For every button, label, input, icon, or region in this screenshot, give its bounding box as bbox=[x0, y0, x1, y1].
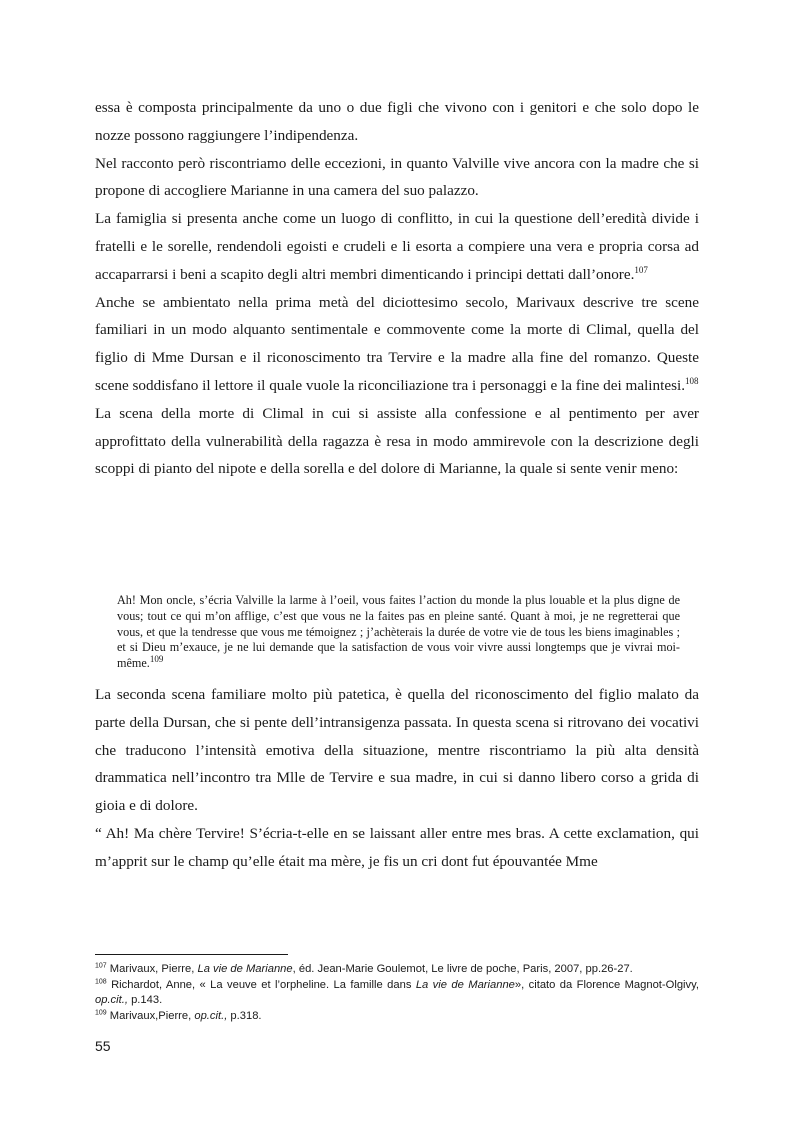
paragraph: Anche se ambientato nella prima metà del diciottesimo secolo, Marivaux descrive tre scene familiari in un modo alquanto sentimentale e commovente come la morte di Climal, quella del figlio di Mme Dursan e il riconoscimento tra Tervire e la madre alla fine del romanzo. Queste scene soddisfano il lettore il quale vuole la riconciliazione tra i personaggi e la fine dei malintesi.$^{108}$ bbox=[95, 293, 699, 394]
paragraph: La scena della morte di Climal in cui si assiste alla confessione e al pentimento per aver approfittato della vulnerabilità della ragazza è resa in modo ammirevole con la descrizione degli scoppi di pianto del nipote e della sorella e del dolore di Marianne, la quale si sente venir meno: bbox=[95, 404, 699, 478]
quote-text: Ah! Mon oncle, s’écria Valville la larme à l’oeil, vous faites l’action du monde la plus louable et la plus digne de vous; tout ce qui m’on afflige, c’est que vous ne la faites pas en pleine santé. Quant à moi, je ne regretterai que vous, et que la tendresse que vous me témoignez ; j’achèterais la durée de votre vie de tous les biens imaginables ; et si Dieu m’exauce, je ne lui demande que la satisfaction de vous voir vivre aussi longtemps que je vivrai moi-même.$^{109}$ bbox=[117, 593, 680, 671]
footnote-ref[interactable]: 107 bbox=[634, 264, 648, 275]
page-number: 55 bbox=[95, 1038, 111, 1054]
footnote-ref[interactable]: 109 bbox=[149, 654, 164, 665]
paragraph: La seconda scena familiare molto più patetica, è quella del riconoscimento del figlio malato da parte della Dursan, che si pente dell’intransigenza passata. In questa scena si ritrovano dei vocativi che traducono l’intensità emotiva della situazione, mentre riscontriamo la più alta densità drammatica nell’incontro tra Mlle de Tervire e sua madre, in cui si danno libero corso a grida di gioia e di dolore. bbox=[95, 686, 699, 815]
footnotes bbox=[95, 962, 699, 1024]
paragraph: Nel racconto però riscontriamo delle eccezioni, in quanto Valville vive ancora con la madre che si propone di accogliere Marianne in una camera del suo palazzo. bbox=[95, 154, 699, 200]
block-quote bbox=[117, 593, 680, 672]
main-text bbox=[95, 94, 699, 483]
footnote-separator bbox=[95, 954, 288, 955]
footnote: $^{109}$ Marivaux,Pierre, op.cit., p.318. bbox=[95, 1009, 262, 1022]
paragraph: “ Ah! Ma chère Tervire! S’écria-t-elle en se laissant aller entre mes bras. A cette exclamation, qui m’apprit sur le champ qu’elle était ma mère, je fis un cri dont fut épouvantée Mme bbox=[95, 824, 699, 870]
footnote: $^{107}$ Marivaux, Pierre, La vie de Marianne, éd. Jean-Marie Goulemot, Le livre de poche, Paris, 2007, pp.26-27. bbox=[95, 962, 633, 975]
footnote-ref[interactable]: 108 bbox=[685, 375, 699, 386]
main-text-continued bbox=[95, 681, 699, 876]
paragraph: La famiglia si presenta anche come un luogo di conflitto, in cui la questione dell’eredità divide i fratelli e le sorelle, rendendoli egoisti e crudeli e li esorta a compiere una vera e propria corsa ad accaparrarsi i beni a scapito degli altri membri dimenticando i principi dettati dall’onore.$^{107}$ bbox=[95, 210, 699, 283]
paragraph: essa è composta principalmente da uno o due figli che vivono con i genitori e che solo dopo le nozze possono raggiungere l’indipendenza. bbox=[95, 99, 699, 144]
footnote: $^{108}$ Richardot, Anne, « La veuve et l’orpheline. La famille dans La vie de Marianne», citato da Florence Magnot-Olgivy, op.cit., p.143. bbox=[95, 977, 699, 1007]
